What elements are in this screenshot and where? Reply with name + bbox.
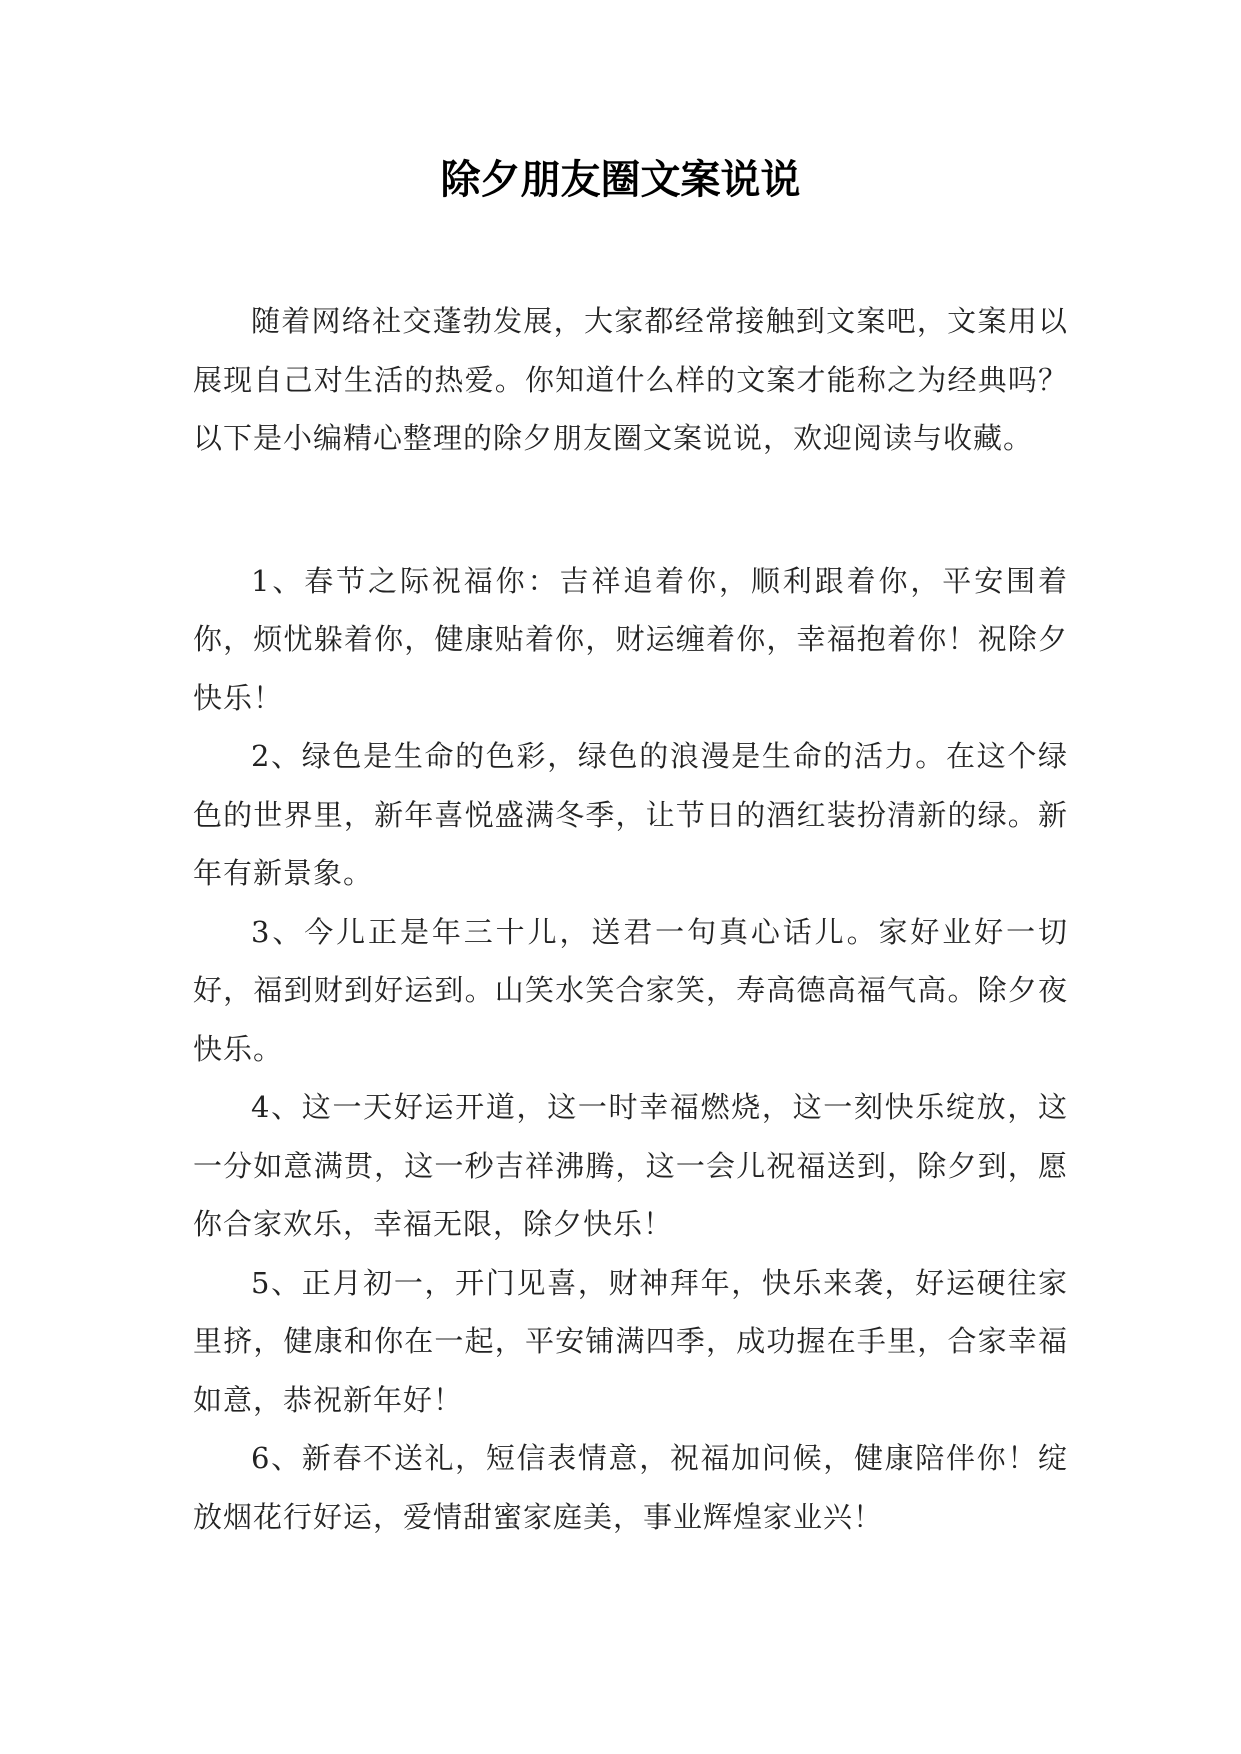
- document-body: [193, 292, 1068, 1546]
- list-item-4: 4、这一天好运开道，这一时幸福燃烧，这一刻快乐绽放，这一分如意满贯，这一秒吉祥沸腾，这一会儿祝福送到，除夕到，愿你合家欢乐，幸福无限，除夕快乐！: [193, 1090, 1068, 1241]
- list-item-3: 3、今儿正是年三十儿，送君一句真心话儿。家好业好一切好，福到财到好运到。山笑水笑合家笑，寿高德高福气高。除夕夜快乐。: [193, 914, 1068, 1066]
- intro-paragraph: 随着网络社交蓬勃发展，大家都经常接触到文案吧，文案用以展现自己对生活的热爱。你知道什么样的文案才能称之为经典吗？以下是小编精心整理的除夕朋友圈文案说说，欢迎阅读与收藏。: [193, 304, 1068, 455]
- list-item-6: 6、新春不送礼，短信表情意，祝福加问候，健康陪伴你！绽放烟花行好运，爱情甜蜜家庭美，事业辉煌家业兴！: [193, 1441, 1068, 1534]
- list-item-5: 5、正月初一，开门见喜，财神拜年，快乐来袭，好运硬往家里挤，健康和你在一起，平安铺满四季，成功握在手里，合家幸福如意，恭祝新年好！: [193, 1265, 1068, 1417]
- list-item-2: 2、绿色是生命的色彩，绿色的浪漫是生命的活力。在这个绿色的世界里，新年喜悦盛满冬季，让节日的酒红装扮清新的绿。新年有新景象。: [193, 739, 1068, 890]
- document-title: 除夕朋友圈文案说说: [440, 156, 801, 203]
- list-item-1: 1、春节之际祝福你：吉祥追着你，顺利跟着你，平安围着你，烦忧躲着你，健康贴着你，财运缠着你，幸福抱着你！祝除夕快乐！: [193, 563, 1068, 715]
